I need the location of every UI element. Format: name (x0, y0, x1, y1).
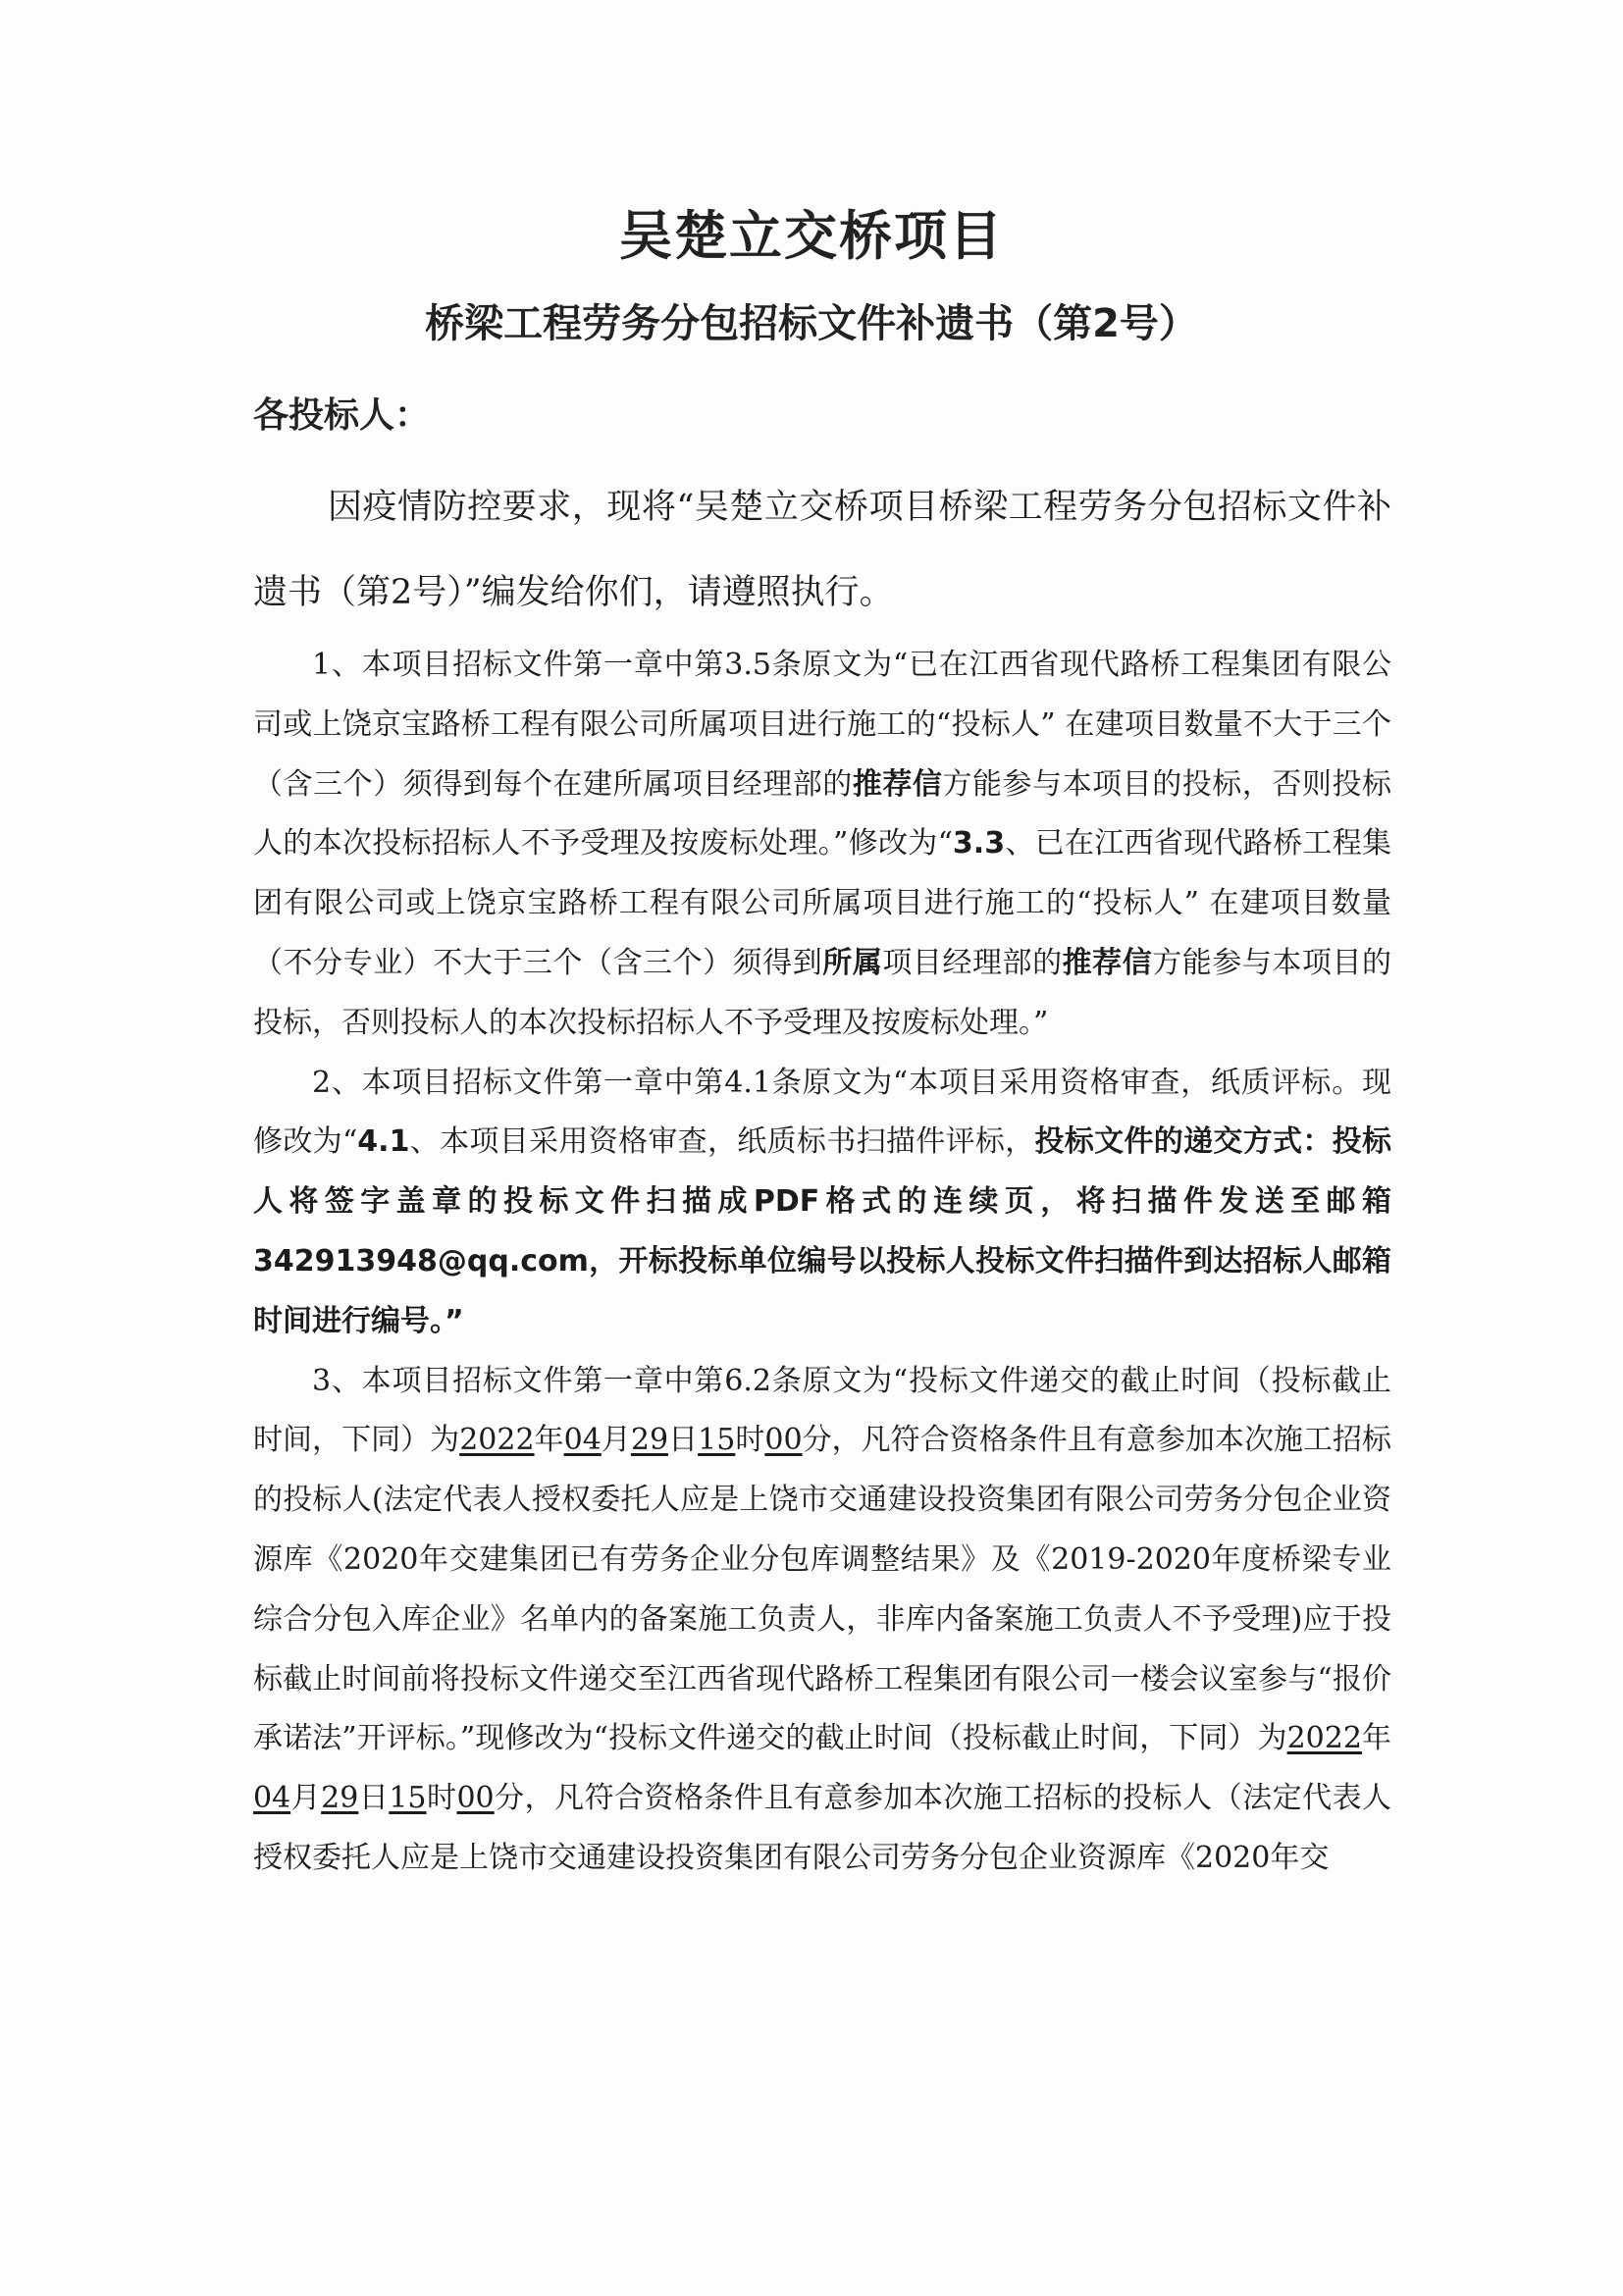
clause-2-bold-section-number: 4.1 (357, 1124, 410, 1160)
unit-year-2: 年 (1361, 1721, 1392, 1756)
clause-1-bold-affiliated: 所属 (822, 945, 883, 980)
unit-day: 日 (668, 1423, 699, 1458)
unit-month: 月 (601, 1423, 631, 1458)
unit-hour: 时 (735, 1423, 765, 1458)
unit-year: 年 (534, 1423, 564, 1458)
clause-1-bold-section-number: 3.3 (952, 826, 1006, 861)
clause-1 (253, 636, 1391, 1054)
deadline-month-original: 04 (563, 1423, 602, 1458)
deadline-hour-original: 15 (698, 1423, 736, 1458)
clause-3-text-c: 分，凡符合资格条件且有意参加本次施工招标的投标人（法定代表人授权委托人应是上饶市交通建设投资集团有限公司劳务分包企业资源库《2020年交 (253, 1781, 1392, 1875)
clause-1-text-c: 、已在江西省现代路桥工程集团有限公司或上饶京宝路桥工程有限公司所属项目进行施工的“投标人” 在建项目数量（不分专业）不大于三个（含三个）须得到 (253, 826, 1391, 980)
clause-2-bold-submission-method: 投标文件的递交方式：投标人将签字盖章的投标文件扫描成PDF格式的连续页，将扫描件发送至邮箱342913948@qq.com，开标投标单位编号以投标人投标文件扫描件到达招标人邮箱时间进行编号。” (253, 1124, 1391, 1338)
unit-day-2: 日 (358, 1781, 390, 1816)
deadline-minute-revised: 00 (456, 1781, 495, 1816)
clause-2-text-b: 、本项目采用资格审查，纸质标书扫描件评标， (409, 1124, 1035, 1160)
unit-hour-2: 时 (426, 1781, 457, 1816)
clause-1-bold-recommendation-letter-2: 推荐信 (1062, 945, 1153, 980)
clause-3 (253, 1352, 1391, 1889)
document-title: 吴楚立交桥项目 (619, 205, 1004, 267)
deadline-day-original: 29 (630, 1423, 669, 1458)
clause-list (253, 636, 1391, 1889)
clause-2 (253, 1054, 1391, 1352)
deadline-year-original: 2022 (459, 1423, 535, 1458)
clause-1-text-b: 方能参与本项目的投标，否则投标人的本次投标招标人不予受理及按废标处理。”修改为“ (253, 766, 1392, 861)
clause-1-bold-recommendation-letter: 推荐信 (852, 766, 943, 802)
deadline-minute-original: 00 (764, 1423, 803, 1458)
clause-1-text-d: 项目经理部的 (882, 945, 1063, 980)
deadline-year-revised: 2022 (1286, 1721, 1362, 1756)
document-subtitle: 桥梁工程劳务分包招标文件补遗书（第2号） (425, 301, 1198, 346)
deadline-hour-revised: 15 (389, 1781, 427, 1816)
unit-month-2: 月 (290, 1781, 322, 1816)
clause-2-text-a: 2、本项目招标文件第一章中第4.1条原文为“本项目采用资格审查，纸质评标。现修改为“ (253, 1065, 1391, 1160)
deadline-day-revised: 29 (321, 1781, 359, 1816)
clause-3-text-b: 分，凡符合资格条件且有意参加本次施工招标的投标人(法定代表人授权委托人应是上饶市交通建设投资集团有限公司劳务分包企业资源库《2020年交建集团已有劳务企业分包库调整结果》及《2019-2020年度桥梁专业综合分包入库企业》名单内的备案施工负责人，非库内备案施工负责人不予受理)应于投标截止时间前将投标文件递交至江西省现代路桥工程集团有限公司一楼会议室参与“报价承诺法”开评标。”现修改为“投标文件递交的截止时间（投标截止时间，下同）为 (253, 1423, 1392, 1756)
clause-3-text-a: 3、本项目招标文件第一章中第6.2条原文为“投标文件递交的截止时间（投标截止时间，下同）为 (253, 1363, 1391, 1458)
deadline-month-revised: 04 (253, 1781, 291, 1816)
intro-paragraph: 因疫情防控要求，现将“吴楚立交桥项目桥梁工程劳务分包招标文件补遗书（第2号）”编发给你们，请遵照执行。 (253, 488, 1391, 612)
clause-1-text-a: 1、本项目招标文件第一章中第3.5条原文为“已在江西省现代路桥工程集团有限公司或上饶京宝路桥工程有限公司所属项目进行施工的“投标人” 在建项目数量不大于三个（含三个）须得到每个在建所属项目经理部的 (253, 648, 1391, 802)
clause-1-text-e: 方能参与本项目的投标，否则投标人的本次投标招标人不予受理及按废标处理。” (253, 945, 1392, 1040)
salutation: 各投标人： (253, 395, 431, 436)
